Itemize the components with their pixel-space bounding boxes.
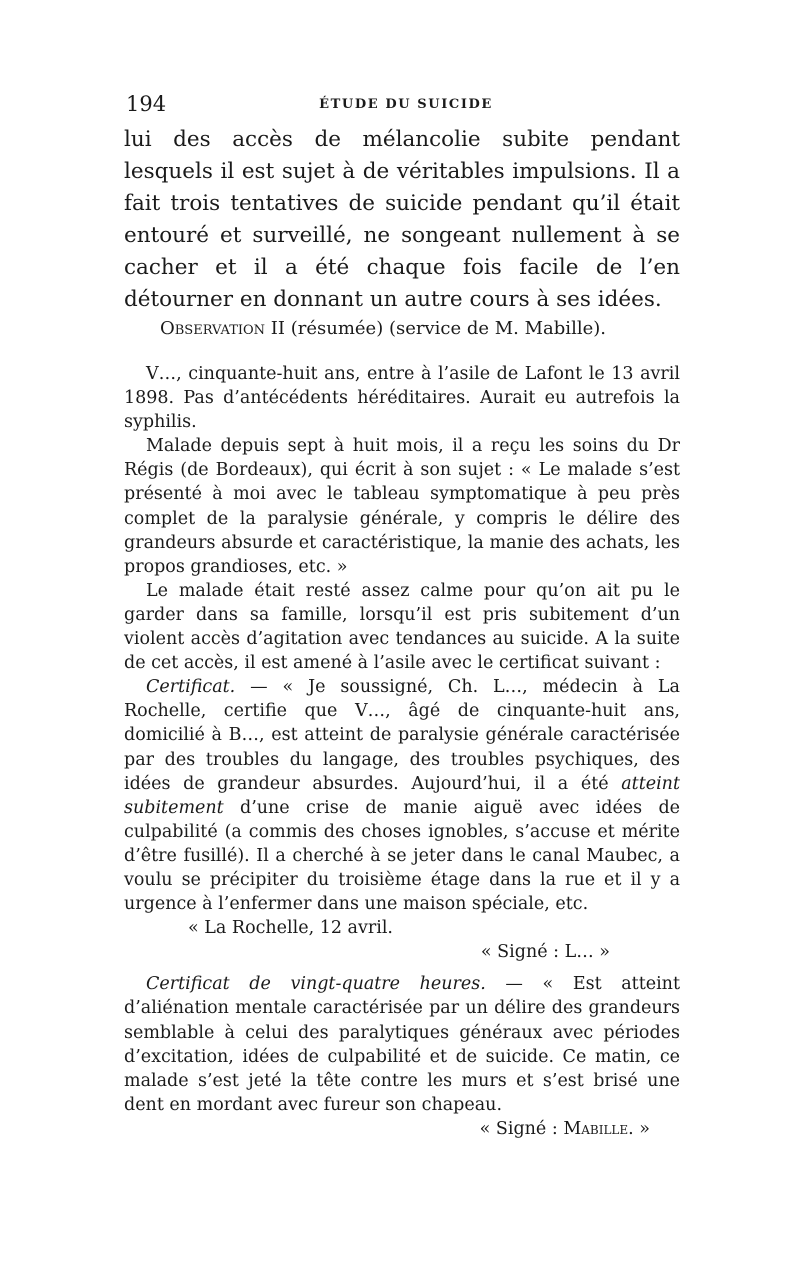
certificate-signature: « Signé : L… » bbox=[480, 942, 610, 963]
certificate-emphasis: atteint subitement bbox=[124, 773, 680, 818]
regis-quote-paragraph: Malade depuis sept à huit mois, il a reçu les soins du Dr Régis (de Bordeaux), qui écrit à son sujet : « Le malade s’est présenté à moi avec le tableau symptomatique à peu près complet de la paralysie générale, y compris le délire des grandeurs absurde et caractéristique, la manie des achats, les propos grandioses, etc. » bbox=[124, 436, 680, 577]
certificate-text-a: — « Je soussigné, Ch. L…, médecin à La Rochelle, certifie que V…, âgé de cinquante-huit ans, domicilié à B…, est atteint de paralysie générale caractérisée par des troubles du langage, des troubles psychiques, des idées de grandeur absurdes. Aujourd’hui, il a été bbox=[124, 677, 680, 794]
agitation-paragraph: Le malade était resté assez calme pour qu’on ait pu le garder dans sa famille, lorsqu’il est pris subitement d’un violent accès d’agitation avec tendances au suicide. A la suite de cet accès, il est amené à l’asile avec le certificat suivant : bbox=[124, 580, 680, 674]
certificate-24h-label: Certificat de vingt-quatre heures. bbox=[146, 974, 486, 995]
running-title: ÉTUDE DU SUICIDE bbox=[319, 97, 493, 112]
signature-suffix: . » bbox=[628, 1118, 650, 1139]
certificate-text-b: d’une crise de manie aiguë avec idées de culpabilité (a commis des choses ignobles, s’accuse et mérite d’être fusillé). Il a cherché à se jeter dans le canal Maubec, a voulu se précipiter du troisième étage dans la rue et il y a urgence à l’enfermer dans une maison spéciale, etc. bbox=[124, 797, 680, 915]
signature-prefix: « Signé : bbox=[479, 1118, 564, 1139]
case-intro-paragraph: V…, cinquante-huit ans, entre à l’asile de Lafont le 13 avril 1898. Pas d’antécédents héréditaires. Aurait eu autrefois la syphilis. bbox=[124, 364, 680, 433]
opening-paragraph: lui des accès de mélancolie subite pendant lesquels il est sujet à de véritables impulsions. Il a fait trois tentatives de suicide pendant qu’il était entouré et surveillé, ne songeant nullement à se cacher et il a été chaque fois facile de l’en détourner en donnant un autre cours à ses idées. bbox=[124, 127, 680, 312]
certificate-24h-paragraph bbox=[124, 972, 680, 1117]
observation-label: Observation bbox=[160, 318, 266, 339]
observation-body bbox=[124, 362, 680, 1141]
certificate-paragraph bbox=[124, 675, 680, 916]
certificate-24h-text: — « Est atteint d’aliénation mentale caractérisée par un délire des grandeurs semblable à celui des paralytiques généraux avec périodes d’excitation, idées de culpabilité et de suicide. Ce matin, ce malade s’est jeté la tête contre les murs et s’est brisé une dent en mordant avec fureur son chapeau. bbox=[124, 974, 680, 1115]
mabille-signature bbox=[124, 1117, 680, 1141]
observation-heading bbox=[160, 318, 606, 339]
running-head bbox=[126, 92, 686, 116]
certificate-label: Certificat. bbox=[146, 677, 236, 698]
page-number: 194 bbox=[126, 92, 167, 116]
certificate-dateline: « La Rochelle, 12 avril. bbox=[188, 918, 393, 939]
signature-name: Mabille bbox=[563, 1118, 629, 1139]
observation-heading-rest: II (résumée) (service de M. Mabille). bbox=[265, 318, 606, 339]
